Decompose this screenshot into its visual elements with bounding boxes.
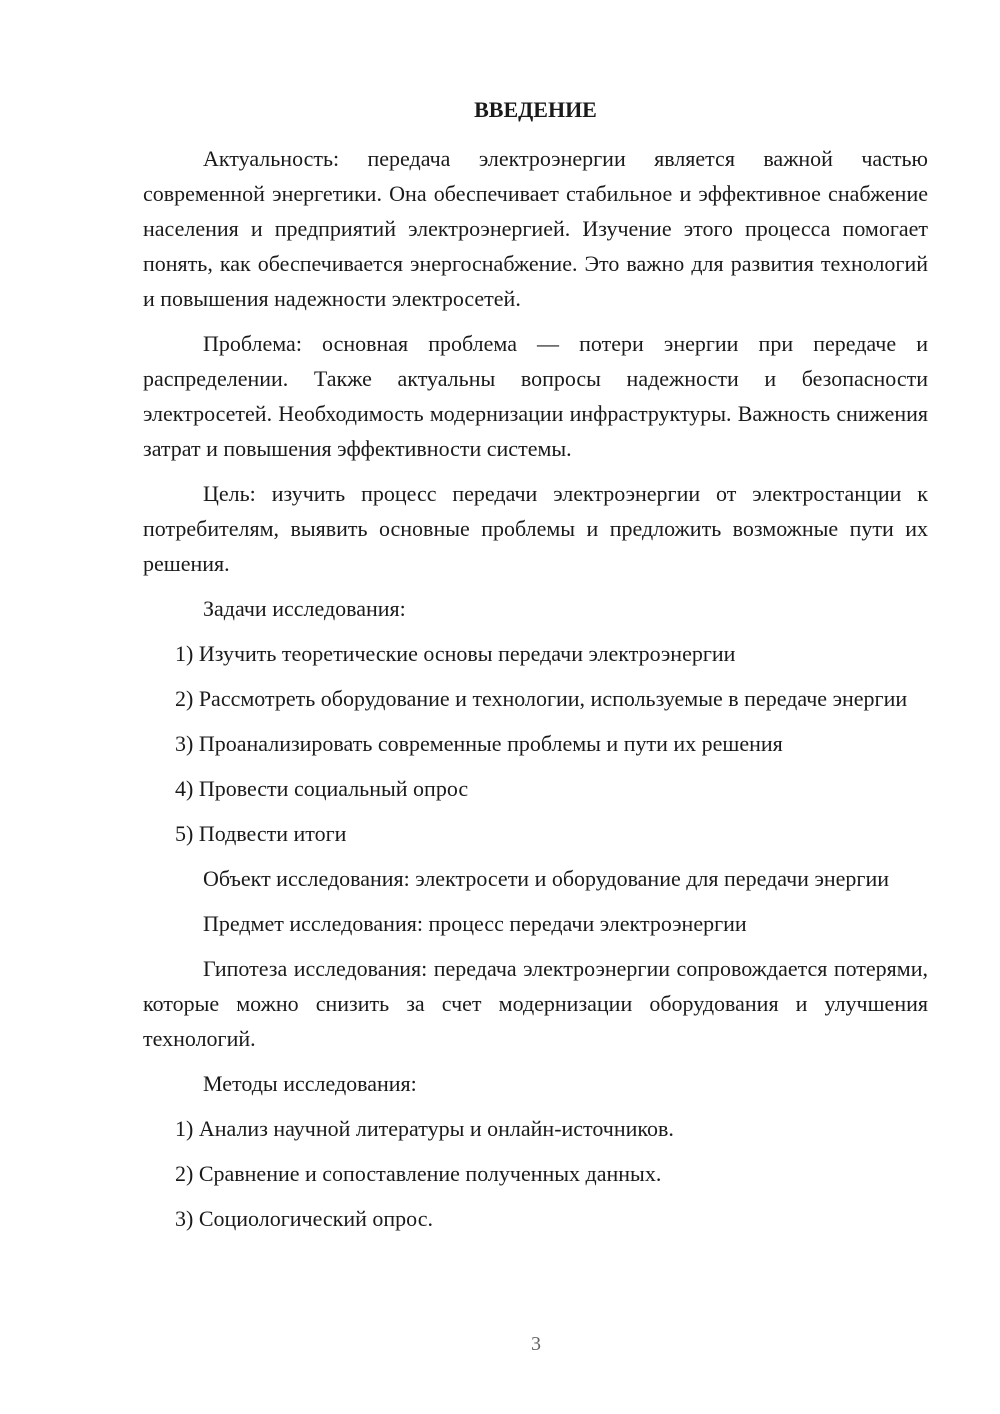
problem-paragraph: Проблема: основная проблема — потери энергии при передаче и распределении. Также актуальны вопросы надежности и безопасности электросетей. Необходимость модернизации инфраструктуры. Важность снижения затрат и повышения эффективности системы. — [143, 331, 928, 461]
task-item-1: 1) Изучить теоретические основы передачи электроэнергии — [175, 641, 736, 666]
document-page — [143, 92, 928, 1246]
goal-paragraph: Цель: изучить процесс передачи электроэнергии от электростанции к потребителям, выявить основные проблемы и предложить возможные пути их решения. — [143, 481, 928, 576]
method-item-3: 3) Социологический опрос. — [175, 1206, 433, 1231]
object-paragraph: Объект исследования: электросети и оборудование для передачи энергии — [203, 866, 890, 891]
task-item-4: 4) Провести социальный опрос — [175, 776, 469, 801]
methods-heading: Методы исследования: — [203, 1071, 417, 1096]
task-item-3: 3) Проанализировать современные проблемы и пути их решения — [175, 731, 783, 756]
relevance-paragraph: Актуальность: передача электроэнергии является важной частью современной энергетики. Она обеспечивает стабильное и эффективное снабжение населения и предприятий электроэнергией. Изучение этого процесса помогает понять, как обеспечивается энергоснабжение. Это важно для развития технологий и повышения надежности электросетей. — [143, 146, 928, 311]
tasks-heading: Задачи исследования: — [203, 596, 406, 621]
method-item-2: 2) Сравнение и сопоставление полученных данных. — [175, 1161, 662, 1186]
section-title: ВВЕДЕНИЕ — [474, 97, 597, 122]
task-item-2: 2) Рассмотреть оборудование и технологии, используемые в передаче энергии — [175, 686, 908, 711]
subject-paragraph: Предмет исследования: процесс передачи электроэнергии — [203, 911, 747, 936]
task-item-5: 5) Подвести итоги — [175, 821, 347, 846]
hypothesis-paragraph: Гипотеза исследования: передача электроэнергии сопровождается потерями, которые можно снизить за счет модернизации оборудования и улучшения технологий. — [143, 956, 928, 1051]
page-number: 3 — [531, 1333, 541, 1355]
method-item-1: 1) Анализ научной литературы и онлайн-источников. — [175, 1116, 674, 1141]
